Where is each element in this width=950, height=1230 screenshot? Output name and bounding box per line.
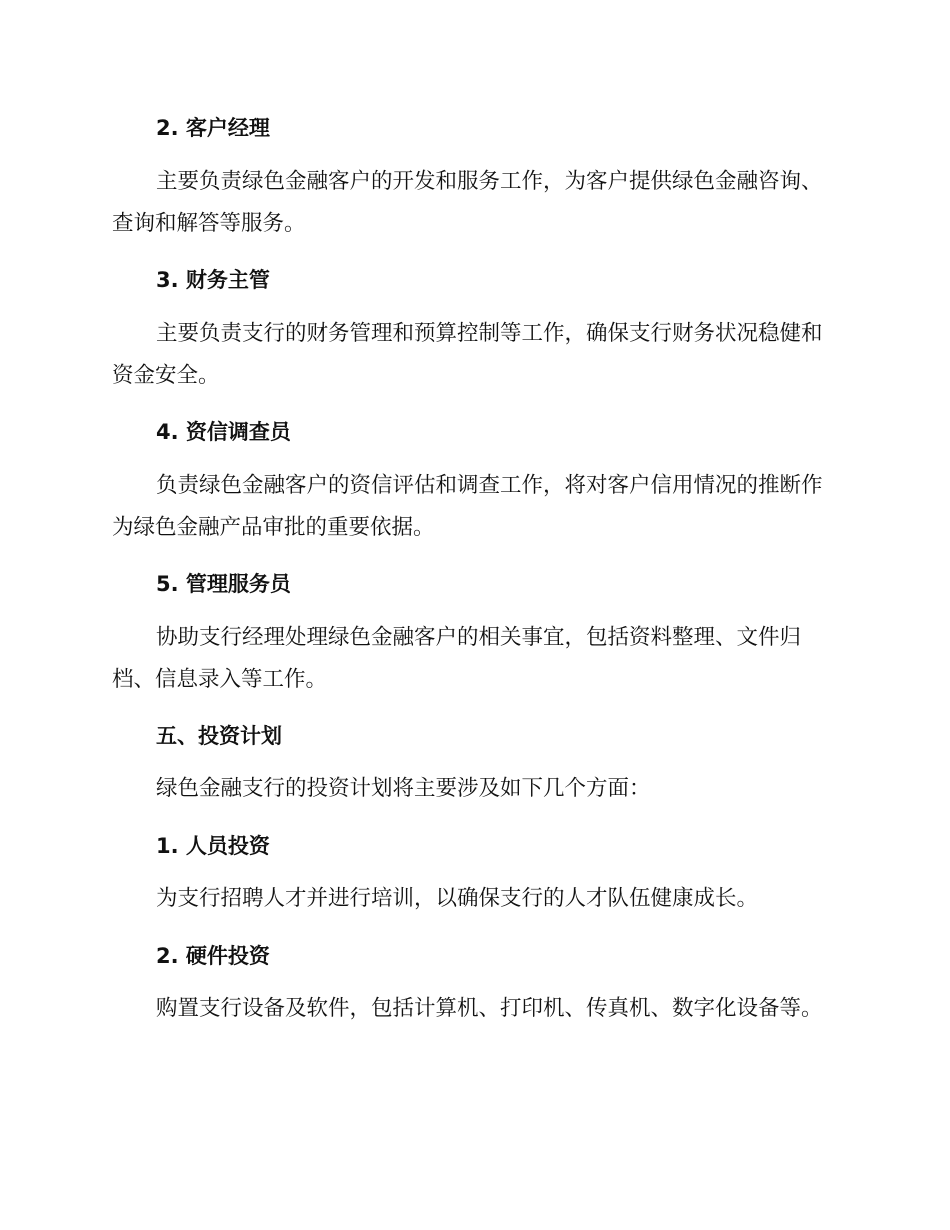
paragraph-line: 主要负责支行的财务管理和预算控制等工作，确保支行财务状况稳健和 (156, 321, 823, 346)
section-heading-investment-plan: 五、投资计划 (156, 724, 282, 748)
paragraph-line: 协助支行经理处理绿色金融客户的相关事宜，包括资料整理、文件归 (156, 625, 802, 650)
section-heading-account-manager: 2. 客户经理 (156, 116, 270, 140)
paragraph-credit-investigator (112, 465, 823, 549)
section-heading-management-staff: 5. 管理服务员 (156, 572, 291, 596)
paragraph-line: 负责绿色金融客户的资信评估和调查工作，将对客户信用情况的推断作 (156, 473, 823, 498)
paragraph-line: 资金安全。 (112, 363, 220, 388)
section-heading-personnel-investment: 1. 人员投资 (156, 834, 270, 858)
paragraph-line: 为绿色金融产品审批的重要依据。 (112, 515, 435, 540)
paragraph-personnel-investment: 为支行招聘人才并进行培训，以确保支行的人才队伍健康成长。 (156, 886, 759, 911)
paragraph-investment-plan-intro: 绿色金融支行的投资计划将主要涉及如下几个方面： (156, 776, 651, 801)
paragraph-finance-supervisor (112, 313, 823, 397)
paragraph-line: 档、信息录入等工作。 (112, 667, 328, 692)
paragraph-management-staff (112, 617, 801, 701)
section-heading-credit-investigator: 4. 资信调查员 (156, 420, 291, 444)
paragraph-hardware-investment: 购置支行设备及软件，包括计算机、打印机、传真机、数字化设备等。 (156, 996, 823, 1021)
paragraph-line: 主要负责绿色金融客户的开发和服务工作，为客户提供绿色金融咨询、 (156, 169, 823, 194)
section-heading-hardware-investment: 2. 硬件投资 (156, 944, 270, 968)
paragraph-line: 查询和解答等服务。 (112, 211, 306, 236)
section-heading-finance-supervisor: 3. 财务主管 (156, 268, 270, 292)
paragraph-account-manager (112, 161, 823, 245)
